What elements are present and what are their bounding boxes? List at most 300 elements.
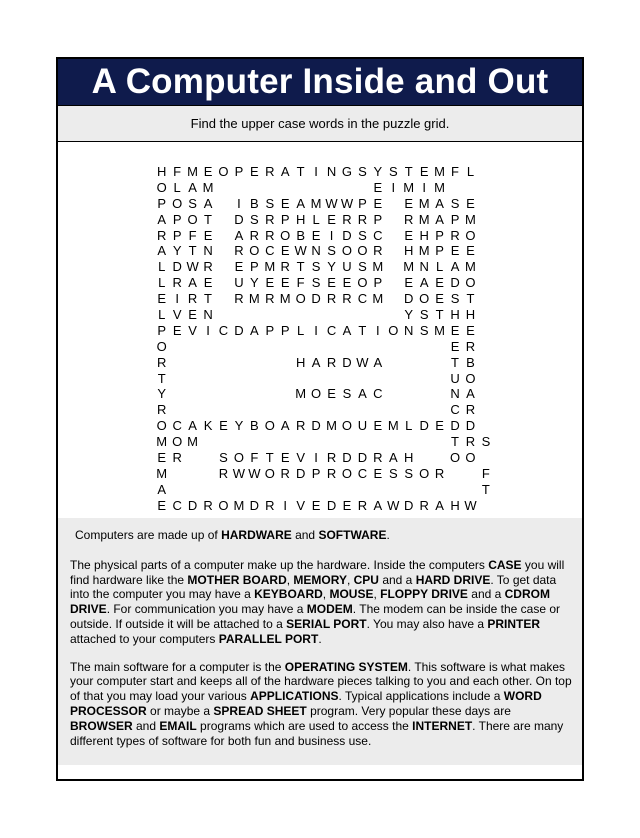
puzzle-letter: R	[326, 291, 337, 307]
puzzle-letter	[386, 339, 401, 355]
puzzle-letter	[278, 386, 293, 402]
puzzle-letter: C	[357, 291, 368, 307]
puzzle-letter: B	[250, 195, 259, 211]
puzzle-letter: O	[465, 450, 476, 466]
puzzle-letter	[169, 402, 184, 418]
puzzle-letter: M	[233, 497, 245, 513]
puzzle-letter	[216, 243, 231, 259]
keyword: EMAIL	[159, 718, 197, 733]
puzzle-letter: R	[187, 291, 198, 307]
puzzle-letter	[247, 434, 262, 450]
puzzle-letter: H	[450, 307, 460, 323]
puzzle-letter: R	[357, 497, 368, 513]
keyword: WORD PROCESSOR	[70, 689, 542, 718]
puzzle-letter: U	[342, 259, 352, 275]
puzzle-letter	[169, 466, 184, 482]
puzzle-letter	[247, 402, 262, 418]
text-run: ,	[322, 587, 330, 602]
puzzle-letter: P	[358, 195, 367, 211]
puzzle-letter: A	[342, 322, 352, 338]
puzzle-letter: L	[158, 275, 166, 291]
puzzle-letter: P	[157, 322, 167, 338]
puzzle-letter: O	[341, 243, 353, 259]
puzzle-letter: T	[204, 291, 212, 307]
text-run: you will find hardware like the	[70, 557, 565, 587]
puzzle-letter	[278, 180, 293, 196]
keyword: KEYBOARD	[254, 587, 323, 602]
puzzle-letter	[200, 355, 215, 371]
puzzle-letter: R	[419, 497, 429, 513]
keyword: MEMORY	[293, 572, 347, 587]
puzzle-letter: A	[450, 259, 460, 275]
keyword: CDROM DRIVE	[70, 587, 550, 617]
puzzle-letter: C	[450, 402, 460, 418]
puzzle-letter: W	[186, 259, 199, 275]
puzzle-letter: L	[405, 418, 413, 434]
puzzle-letter: Y	[373, 164, 383, 179]
text-run: The physical parts of a computer make up the hardware. Inside the computers	[70, 557, 489, 572]
puzzle-letter	[200, 386, 215, 402]
puzzle-letter	[216, 386, 231, 402]
puzzle-letter: A	[435, 497, 444, 513]
puzzle-letter	[386, 482, 401, 498]
puzzle-letter	[247, 355, 262, 371]
text-run: attached to your computers	[70, 631, 219, 646]
puzzle-letter: T	[265, 450, 274, 466]
puzzle-letter: I	[314, 164, 318, 179]
puzzle-letter: R	[342, 211, 352, 227]
puzzle-letter: O	[465, 227, 476, 243]
keyword: SPREAD SHEET	[213, 703, 307, 718]
puzzle-letter: O	[156, 179, 167, 195]
puzzle-letter	[216, 228, 231, 244]
puzzle-letter: W	[325, 195, 338, 211]
puzzle-letter	[432, 434, 447, 450]
puzzle-letter: D	[234, 211, 244, 227]
puzzle-letter: P	[435, 227, 444, 243]
puzzle-letter: M	[418, 195, 430, 211]
puzzle-letter: R	[265, 497, 275, 513]
puzzle-letter: E	[172, 322, 182, 338]
puzzle-letter	[216, 482, 231, 498]
puzzle-letter: O	[357, 275, 368, 291]
puzzle-letter: E	[157, 291, 167, 307]
puzzle-letter: D	[172, 259, 182, 275]
puzzle-letter	[231, 180, 246, 196]
puzzle-letter: P	[280, 322, 290, 338]
puzzle-row	[154, 307, 494, 323]
text-run: ,	[346, 572, 354, 587]
puzzle-letter: P	[250, 259, 259, 275]
puzzle-letter: S	[450, 291, 460, 307]
puzzle-letter	[216, 291, 231, 307]
puzzle-letter	[432, 386, 447, 402]
puzzle-letter: R	[234, 291, 244, 307]
puzzle-letter: T	[435, 307, 444, 323]
puzzle-letter: C	[373, 227, 383, 243]
puzzle-letter: P	[172, 227, 182, 243]
puzzle-letter: P	[280, 211, 290, 227]
puzzle-letter	[416, 371, 431, 387]
puzzle-letter	[262, 339, 277, 355]
puzzle-letter: W	[464, 497, 477, 513]
puzzle-letter: A	[280, 418, 290, 434]
puzzle-letter	[324, 180, 339, 196]
keyword: HARD DRIVE	[415, 572, 491, 587]
puzzle-letter	[262, 307, 277, 323]
puzzle-letter: L	[297, 322, 305, 338]
puzzle-row	[154, 196, 494, 212]
puzzle-letter	[370, 434, 385, 450]
puzzle-letter	[247, 482, 262, 498]
puzzle-letter: D	[419, 418, 429, 434]
paragraph	[70, 558, 572, 647]
puzzle-letter: S	[419, 307, 429, 323]
puzzle-letter: E	[342, 275, 352, 291]
puzzle-row	[154, 291, 494, 307]
puzzle-letter: S	[311, 259, 321, 275]
puzzle-letter: M	[465, 211, 476, 227]
puzzle-area	[58, 142, 582, 518]
puzzle-letter: D	[311, 418, 321, 434]
puzzle-row	[154, 339, 494, 355]
puzzle-letter: O	[280, 227, 291, 243]
puzzle-letter	[231, 482, 246, 498]
puzzle-letter	[216, 275, 231, 291]
puzzle-letter	[262, 386, 277, 402]
puzzle-letter	[432, 482, 447, 498]
puzzle-letter	[200, 450, 215, 466]
puzzle-letter	[262, 434, 277, 450]
puzzle-letter	[293, 339, 308, 355]
puzzle-letter: M	[434, 179, 446, 195]
puzzle-letter: E	[404, 227, 414, 243]
puzzle-letter: A	[435, 211, 444, 227]
text-run: . To get data into the computer you may have a	[70, 572, 557, 602]
puzzle-letter: L	[435, 259, 444, 275]
puzzle-letter: I	[329, 227, 334, 243]
puzzle-letter: O	[172, 434, 183, 450]
puzzle-row	[154, 259, 494, 275]
puzzle-letter: R	[172, 450, 182, 466]
puzzle-letter: I	[314, 450, 318, 466]
puzzle-letter	[247, 307, 262, 323]
keyword: SOFTWARE	[318, 528, 387, 542]
puzzle-letter: A	[388, 450, 398, 466]
puzzle-letter: U	[450, 370, 460, 386]
puzzle-letter: S	[388, 465, 398, 481]
puzzle-letter	[200, 466, 215, 482]
puzzle-letter: C	[218, 322, 229, 338]
puzzle-letter: F	[173, 164, 182, 179]
puzzle-letter: P	[311, 465, 321, 481]
puzzle-letter: H	[404, 243, 414, 259]
description-panel	[58, 518, 582, 767]
puzzle-letter: I	[314, 322, 318, 338]
puzzle-letter: A	[188, 275, 197, 291]
puzzle-letter: I	[175, 291, 179, 307]
puzzle-letter: R	[326, 465, 337, 481]
puzzle-row	[154, 482, 494, 498]
text-run: . Typical applications include a	[338, 689, 504, 704]
puzzle-letter	[432, 402, 447, 418]
puzzle-letter: R	[342, 291, 352, 307]
puzzle-letter	[293, 180, 308, 196]
puzzle-letter: E	[311, 227, 321, 243]
puzzle-letter: H	[419, 227, 429, 243]
puzzle-letter: M	[434, 164, 446, 179]
puzzle-letter: I	[237, 195, 241, 211]
puzzle-letter	[247, 386, 262, 402]
puzzle-letter: E	[280, 275, 290, 291]
puzzle-letter	[262, 180, 277, 196]
puzzle-letter: O	[156, 338, 167, 354]
puzzle-letter: A	[157, 211, 167, 227]
puzzle-letter	[169, 482, 184, 498]
puzzle-letter	[169, 386, 184, 402]
puzzle-letter	[293, 482, 308, 498]
puzzle-letter: O	[341, 418, 353, 434]
puzzle-letter: R	[203, 497, 213, 513]
puzzle-letter	[185, 402, 200, 418]
puzzle-letter: A	[188, 179, 197, 195]
puzzle-letter: A	[466, 386, 475, 402]
puzzle-letter: R	[404, 211, 414, 227]
puzzle-letter	[370, 339, 385, 355]
puzzle-letter	[216, 355, 231, 371]
puzzle-letter	[216, 371, 231, 387]
puzzle-row	[154, 164, 494, 180]
puzzle-letter	[216, 402, 231, 418]
puzzle-letter: S	[311, 275, 321, 291]
puzzle-letter: K	[203, 418, 213, 434]
puzzle-letter: R	[280, 259, 290, 275]
keyword: MOUSE	[329, 587, 374, 602]
puzzle-letter: D	[450, 418, 460, 434]
puzzle-letter	[370, 371, 385, 387]
puzzle-letter: C	[172, 497, 182, 513]
puzzle-letter: O	[449, 450, 461, 466]
puzzle-letter	[339, 371, 354, 387]
puzzle-letter	[386, 434, 401, 450]
puzzle-letter: T	[358, 322, 367, 338]
puzzle-letter	[339, 402, 354, 418]
puzzle-letter: T	[296, 164, 305, 179]
puzzle-letter: Y	[172, 243, 182, 259]
puzzle-letter	[386, 196, 401, 212]
puzzle-letter: P	[373, 275, 383, 291]
puzzle-row	[154, 275, 494, 291]
text-run: .	[318, 631, 322, 646]
puzzle-letter: H	[465, 307, 476, 323]
puzzle-letter: E	[327, 386, 336, 402]
puzzle-letter	[216, 259, 231, 275]
keyword: PRINTER	[487, 616, 541, 631]
puzzle-letter: O	[264, 465, 275, 481]
puzzle-letter	[185, 355, 200, 371]
puzzle-letter: R	[295, 418, 306, 434]
puzzle-letter: T	[188, 243, 197, 259]
puzzle-letter: S	[342, 386, 352, 402]
puzzle-letter: E	[265, 275, 275, 291]
puzzle-row	[154, 228, 494, 244]
keyword: HARDWARE	[221, 528, 292, 542]
puzzle-letter: R	[265, 164, 275, 179]
puzzle-letter	[278, 339, 293, 355]
puzzle-letter	[463, 482, 478, 498]
puzzle-letter	[355, 402, 370, 418]
puzzle-letter	[386, 243, 401, 259]
puzzle-letter: E	[234, 259, 244, 275]
puzzle-letter	[200, 339, 215, 355]
puzzle-letter: D	[295, 465, 306, 481]
puzzle-letter: R	[465, 434, 476, 450]
puzzle-letter: F	[250, 450, 259, 466]
puzzle-letter: H	[450, 497, 460, 513]
puzzle-letter	[401, 402, 416, 418]
puzzle-letter: E	[373, 418, 383, 434]
puzzle-letter: E	[435, 275, 444, 291]
puzzle-row	[154, 434, 494, 450]
worksheet-frame	[56, 57, 584, 781]
puzzle-letter: R	[357, 211, 368, 227]
puzzle-letter	[416, 386, 431, 402]
puzzle-letter	[216, 212, 231, 228]
puzzle-letter	[185, 482, 200, 498]
puzzle-letter: D	[465, 418, 476, 434]
puzzle-letter	[216, 307, 231, 323]
puzzle-letter: O	[419, 291, 430, 307]
puzzle-letter: D	[326, 497, 337, 513]
puzzle-letter: N	[311, 243, 321, 259]
puzzle-letter	[231, 434, 246, 450]
puzzle-letter: D	[234, 322, 244, 338]
puzzle-letter	[386, 259, 401, 275]
puzzle-letter: M	[310, 195, 322, 211]
puzzle-letter	[355, 339, 370, 355]
puzzle-letter: S	[250, 211, 259, 227]
puzzle-letter: D	[342, 227, 352, 243]
puzzle-letter	[463, 466, 478, 482]
text-run: program. Very popular these days are	[306, 703, 511, 718]
puzzle-letter	[278, 371, 293, 387]
puzzle-letter: P	[265, 322, 275, 338]
puzzle-letter: O	[156, 418, 167, 434]
puzzle-letter: M	[156, 465, 168, 481]
puzzle-letter	[200, 402, 215, 418]
puzzle-letter: E	[466, 322, 475, 338]
puzzle-letter	[247, 339, 262, 355]
puzzle-letter: D	[404, 291, 414, 307]
puzzle-letter	[185, 466, 200, 482]
puzzle-letter: M	[418, 211, 430, 227]
puzzle-letter	[447, 466, 462, 482]
keyword: APPLICATIONS	[250, 689, 339, 704]
puzzle-letter	[231, 339, 246, 355]
puzzle-letter: M	[187, 434, 199, 450]
puzzle-letter	[339, 482, 354, 498]
puzzle-letter: E	[280, 450, 290, 466]
puzzle-letter: E	[466, 243, 475, 259]
text-run: . You may also have a	[366, 616, 488, 631]
puzzle-letter	[416, 402, 431, 418]
puzzle-letter: D	[450, 275, 460, 291]
puzzle-letter: R	[373, 243, 383, 259]
puzzle-letter	[370, 482, 385, 498]
puzzle-letter: S	[450, 195, 460, 211]
puzzle-letter: E	[311, 497, 321, 513]
puzzle-letter: L	[158, 259, 166, 275]
puzzle-letter: O	[419, 465, 430, 481]
puzzle-row	[154, 212, 494, 228]
puzzle-letter	[386, 212, 401, 228]
puzzle-letter	[324, 482, 339, 498]
puzzle-letter: O	[311, 386, 322, 402]
puzzle-letter	[169, 339, 184, 355]
puzzle-letter	[355, 371, 370, 387]
puzzle-letter: Y	[327, 259, 336, 275]
puzzle-letter	[308, 482, 323, 498]
puzzle-row	[154, 386, 494, 402]
puzzle-letter	[416, 450, 431, 466]
puzzle-letter	[432, 450, 447, 466]
puzzle-letter: R	[326, 450, 337, 466]
puzzle-letter	[231, 371, 246, 387]
puzzle-letter	[386, 228, 401, 244]
puzzle-letter: S	[358, 227, 367, 243]
puzzle-letter: I	[376, 322, 380, 338]
puzzle-letter: R	[450, 227, 460, 243]
puzzle-letter: T	[204, 211, 212, 227]
puzzle-letter: V	[296, 450, 305, 466]
puzzle-letter: A	[373, 497, 383, 513]
puzzle-letter: E	[188, 307, 197, 323]
puzzle-letter	[386, 355, 401, 371]
puzzle-letter: W	[387, 497, 400, 513]
puzzle-letter	[339, 434, 354, 450]
puzzle-letter: N	[203, 243, 213, 259]
puzzle-letter: E	[342, 497, 352, 513]
puzzle-letter: H	[157, 164, 167, 179]
keyword: CPU	[353, 572, 379, 587]
puzzle-letter: L	[173, 179, 181, 195]
puzzle-letter: E	[404, 195, 414, 211]
puzzle-letter: R	[326, 354, 337, 370]
puzzle-letter: S	[419, 322, 429, 338]
text-run: or maybe a	[146, 703, 214, 718]
puzzle-letter	[355, 180, 370, 196]
puzzle-letter: O	[233, 450, 244, 466]
puzzle-letter	[308, 402, 323, 418]
puzzle-letter: M	[264, 259, 276, 275]
puzzle-letter: R	[280, 465, 290, 481]
puzzle-letter	[200, 371, 215, 387]
puzzle-letter	[370, 402, 385, 418]
text-run: ,	[286, 572, 294, 587]
puzzle-letter	[293, 371, 308, 387]
puzzle-letter: H	[404, 450, 414, 466]
puzzle-letter: W	[294, 243, 307, 259]
text-run: . This software is what makes your computer start and keeps all of the hardware pieces talking to you and each other. On top of that you may load your various	[70, 659, 572, 704]
puzzle-letter	[247, 371, 262, 387]
puzzle-letter: R	[249, 227, 260, 243]
puzzle-letter	[216, 339, 231, 355]
puzzle-letter: E	[203, 164, 213, 179]
puzzle-letter: H	[295, 211, 306, 227]
puzzle-letter: Y	[250, 275, 259, 291]
puzzle-letter	[200, 434, 215, 450]
puzzle-letter: R	[157, 227, 167, 243]
